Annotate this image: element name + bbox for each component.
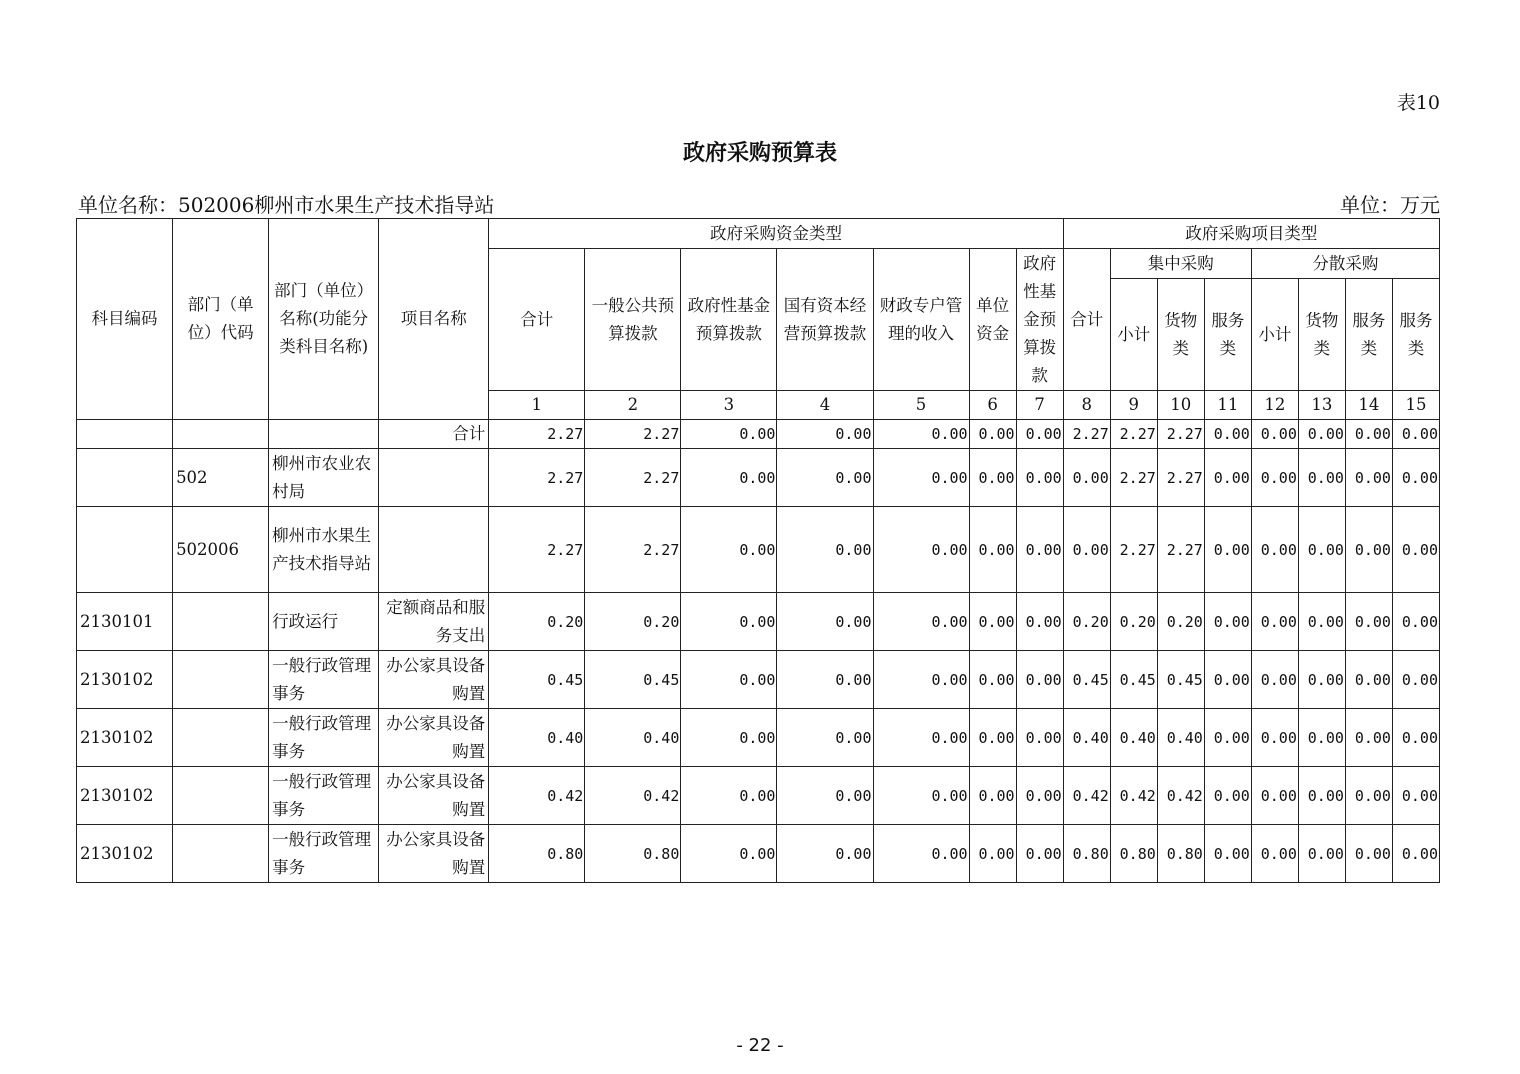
subject-code-cell: 2130101 [77,593,173,651]
dept-code-cell [173,420,269,449]
value-cell: 0.00 [1392,449,1439,507]
dept-code-cell [173,709,269,767]
value-cell: 0.00 [777,449,873,507]
header-subject-code: 科目编码 [77,219,173,420]
table-row [77,825,1440,883]
value-cell: 0.00 [1345,651,1392,709]
value-cell: 0.80 [1110,825,1157,883]
value-cell: 0.00 [969,420,1016,449]
value-cell: 0.00 [873,593,969,651]
value-cell: 0.00 [1204,709,1251,767]
value-cell: 2.27 [1157,449,1204,507]
value-cell: 0.00 [969,593,1016,651]
value-cell: 0.00 [873,709,969,767]
value-cell: 0.00 [681,651,777,709]
value-cell: 2.27 [489,507,585,593]
value-cell: 0.00 [1345,593,1392,651]
value-cell: 0.80 [1063,825,1110,883]
dept-name-cell [269,420,379,449]
index-6: 6 [969,391,1016,420]
dept-code-cell: 502 [173,449,269,507]
project-name-cell: 定额商品和服务支出 [379,593,489,651]
header-state-capital: 国有资本经营预算拨款 [777,249,873,391]
index-9: 9 [1110,391,1157,420]
value-cell: 0.00 [969,767,1016,825]
value-cell: 0.00 [681,767,777,825]
value-cell: 0.42 [585,767,681,825]
value-cell: 0.00 [1298,709,1345,767]
dept-code-cell [173,825,269,883]
value-cell: 0.45 [489,651,585,709]
value-cell: 0.00 [1016,709,1063,767]
header-project-total: 合计 [1063,249,1110,391]
table-row [77,651,1440,709]
header-central-subtotal: 小计 [1110,279,1157,391]
value-cell: 0.00 [777,420,873,449]
value-cell: 0.00 [777,825,873,883]
value-cell: 0.40 [1157,709,1204,767]
value-cell: 0.00 [873,651,969,709]
value-cell: 0.80 [489,825,585,883]
value-cell: 0.00 [1251,420,1298,449]
value-cell: 0.40 [1110,709,1157,767]
value-cell: 0.00 [777,507,873,593]
value-cell: 0.20 [585,593,681,651]
value-cell: 0.00 [1392,507,1439,593]
value-cell: 0.00 [1016,593,1063,651]
header-decentralized: 分散采购 [1251,249,1439,279]
value-cell: 0.00 [1298,825,1345,883]
value-cell: 0.00 [1204,825,1251,883]
header-fund-total: 合计 [489,249,585,391]
value-cell: 0.00 [777,651,873,709]
header-fund-type-group: 政府采购资金类型 [489,219,1063,249]
project-name-cell: 办公家具设备购置 [379,709,489,767]
header-dept-code: 部门（单位）代码 [173,219,269,420]
index-7: 7 [1016,391,1063,420]
value-cell: 0.40 [1063,709,1110,767]
dept-code-cell: 502006 [173,507,269,593]
header-special-account: 财政专户管理的收入 [873,249,969,391]
value-cell: 0.00 [1063,449,1110,507]
procurement-budget-table [76,218,1440,883]
value-cell: 0.00 [681,593,777,651]
value-cell: 0.00 [777,767,873,825]
value-cell: 0.20 [1157,593,1204,651]
dept-name-cell: 一般行政管理事务 [269,825,379,883]
project-name-cell [379,449,489,507]
header-decentral-goods: 货物类 [1298,279,1345,391]
header-centralized: 集中采购 [1110,249,1251,279]
value-cell: 0.00 [1204,507,1251,593]
subject-code-cell: 2130102 [77,825,173,883]
value-cell: 0.42 [489,767,585,825]
dept-code-cell [173,651,269,709]
value-cell: 0.00 [1345,709,1392,767]
value-cell: 0.00 [1392,651,1439,709]
index-12: 12 [1251,391,1298,420]
header-decentral-services: 服务类 [1345,279,1392,391]
index-8: 8 [1063,391,1110,420]
value-cell: 0.00 [1298,449,1345,507]
value-cell: 0.00 [1016,767,1063,825]
value-cell: 0.00 [1298,420,1345,449]
table-row [77,420,1440,449]
value-cell: 0.00 [777,593,873,651]
page-title: 政府采购预算表 [682,140,837,166]
value-cell: 0.42 [1110,767,1157,825]
subject-code-cell: 2130102 [77,767,173,825]
value-cell: 0.20 [1063,593,1110,651]
dept-code-cell [173,593,269,651]
value-cell: 2.27 [1157,507,1204,593]
table-row [77,709,1440,767]
value-cell: 0.00 [681,709,777,767]
value-cell: 2.27 [1110,449,1157,507]
value-cell: 0.45 [1110,651,1157,709]
index-4: 4 [777,391,873,420]
value-cell: 0.00 [1345,449,1392,507]
table-row [77,449,1440,507]
value-cell: 0.80 [1157,825,1204,883]
value-cell: 2.27 [585,449,681,507]
table-number: 表10 [1396,92,1440,114]
value-cell: 0.45 [585,651,681,709]
value-cell: 0.00 [1204,449,1251,507]
value-cell: 0.00 [1016,420,1063,449]
value-cell: 0.00 [1298,593,1345,651]
value-cell: 0.00 [1345,767,1392,825]
subject-code-cell [77,449,173,507]
header-dept-name: 部门（单位）名称(功能分类科目名称) [269,219,379,420]
value-cell: 0.00 [1392,825,1439,883]
table-body [77,420,1440,883]
value-cell: 2.27 [489,449,585,507]
header-decentral-services-2: 服务类 [1392,279,1439,391]
value-cell: 0.00 [777,709,873,767]
value-cell: 2.27 [585,420,681,449]
value-cell: 0.00 [1016,449,1063,507]
table-row [77,593,1440,651]
value-cell: 0.00 [1298,651,1345,709]
table-row [77,767,1440,825]
value-cell: 2.27 [1063,420,1110,449]
value-cell: 0.00 [681,507,777,593]
index-15: 15 [1392,391,1439,420]
value-cell: 0.00 [1251,709,1298,767]
value-cell: 0.00 [1298,507,1345,593]
value-cell: 0.45 [1063,651,1110,709]
value-cell: 0.42 [1063,767,1110,825]
value-cell: 0.00 [1016,507,1063,593]
subject-code-cell [77,507,173,593]
value-cell: 2.27 [1157,420,1204,449]
table-row [77,507,1440,593]
value-cell: 2.27 [585,507,681,593]
project-name-cell: 合计 [379,420,489,449]
value-cell: 0.40 [585,709,681,767]
subject-code-cell: 2130102 [77,709,173,767]
unit-name: 单位名称：502006柳州市水果生产技术指导站 [78,193,495,217]
value-cell: 0.00 [1392,420,1439,449]
dept-code-cell [173,767,269,825]
value-cell: 0.00 [873,767,969,825]
header-project-name: 项目名称 [379,219,489,420]
value-cell: 0.00 [1016,825,1063,883]
value-cell: 0.45 [1157,651,1204,709]
dept-name-cell: 行政运行 [269,593,379,651]
value-cell: 0.00 [1251,825,1298,883]
value-cell: 0.00 [681,825,777,883]
subject-code-cell: 2130102 [77,651,173,709]
value-cell: 0.00 [1392,767,1439,825]
project-name-cell: 办公家具设备购置 [379,825,489,883]
index-11: 11 [1204,391,1251,420]
value-cell: 0.00 [1016,651,1063,709]
value-cell: 0.00 [969,651,1016,709]
dept-name-cell: 一般行政管理事务 [269,651,379,709]
value-cell: 0.20 [1110,593,1157,651]
header-central-goods: 货物类 [1157,279,1204,391]
subject-code-cell [77,420,173,449]
value-cell: 0.00 [1251,593,1298,651]
header-general-budget: 一般公共预算拨款 [585,249,681,391]
value-cell: 0.00 [969,507,1016,593]
header-gov-fund: 政府性基金预算拨款 [681,249,777,391]
value-cell: 0.00 [1345,507,1392,593]
value-cell: 0.42 [1157,767,1204,825]
header-gov-fund-2: 政府性基金预算拨款 [1016,249,1063,391]
value-cell: 0.00 [1251,449,1298,507]
value-cell: 0.00 [873,507,969,593]
index-10: 10 [1157,391,1204,420]
value-cell: 0.00 [969,709,1016,767]
header-decentral-subtotal: 小计 [1251,279,1298,391]
value-cell: 0.80 [585,825,681,883]
value-cell: 0.00 [873,825,969,883]
value-cell: 0.00 [681,449,777,507]
value-cell: 0.00 [1392,593,1439,651]
page-number: - 22 - [736,1035,784,1056]
index-2: 2 [585,391,681,420]
value-cell: 0.40 [489,709,585,767]
index-1: 1 [489,391,585,420]
project-name-cell: 办公家具设备购置 [379,651,489,709]
currency-unit: 单位：万元 [1340,193,1440,217]
value-cell: 0.00 [1204,593,1251,651]
value-cell: 2.27 [1110,420,1157,449]
value-cell: 0.00 [1251,651,1298,709]
value-cell: 0.00 [1204,651,1251,709]
dept-name-cell: 柳州市水果生产技术指导站 [269,507,379,593]
value-cell: 0.00 [1345,825,1392,883]
value-cell: 0.00 [969,825,1016,883]
value-cell: 0.00 [1251,507,1298,593]
value-cell: 0.00 [1063,507,1110,593]
value-cell: 0.00 [1204,420,1251,449]
value-cell: 0.00 [1298,767,1345,825]
header-project-type-group: 政府采购项目类型 [1063,219,1439,249]
project-name-cell: 办公家具设备购置 [379,767,489,825]
index-14: 14 [1345,391,1392,420]
value-cell: 0.00 [873,449,969,507]
value-cell: 0.00 [1204,767,1251,825]
header-central-services: 服务类 [1204,279,1251,391]
dept-name-cell: 柳州市农业农村局 [269,449,379,507]
value-cell: 2.27 [1110,507,1157,593]
value-cell: 0.00 [969,449,1016,507]
value-cell: 2.27 [489,420,585,449]
value-cell: 0.00 [1345,420,1392,449]
index-13: 13 [1298,391,1345,420]
value-cell: 0.00 [1392,709,1439,767]
value-cell: 0.00 [1251,767,1298,825]
project-name-cell [379,507,489,593]
header-unit-fund: 单位资金 [969,249,1016,391]
value-cell: 0.20 [489,593,585,651]
value-cell: 0.00 [681,420,777,449]
dept-name-cell: 一般行政管理事务 [269,767,379,825]
dept-name-cell: 一般行政管理事务 [269,709,379,767]
index-5: 5 [873,391,969,420]
index-3: 3 [681,391,777,420]
value-cell: 0.00 [873,420,969,449]
